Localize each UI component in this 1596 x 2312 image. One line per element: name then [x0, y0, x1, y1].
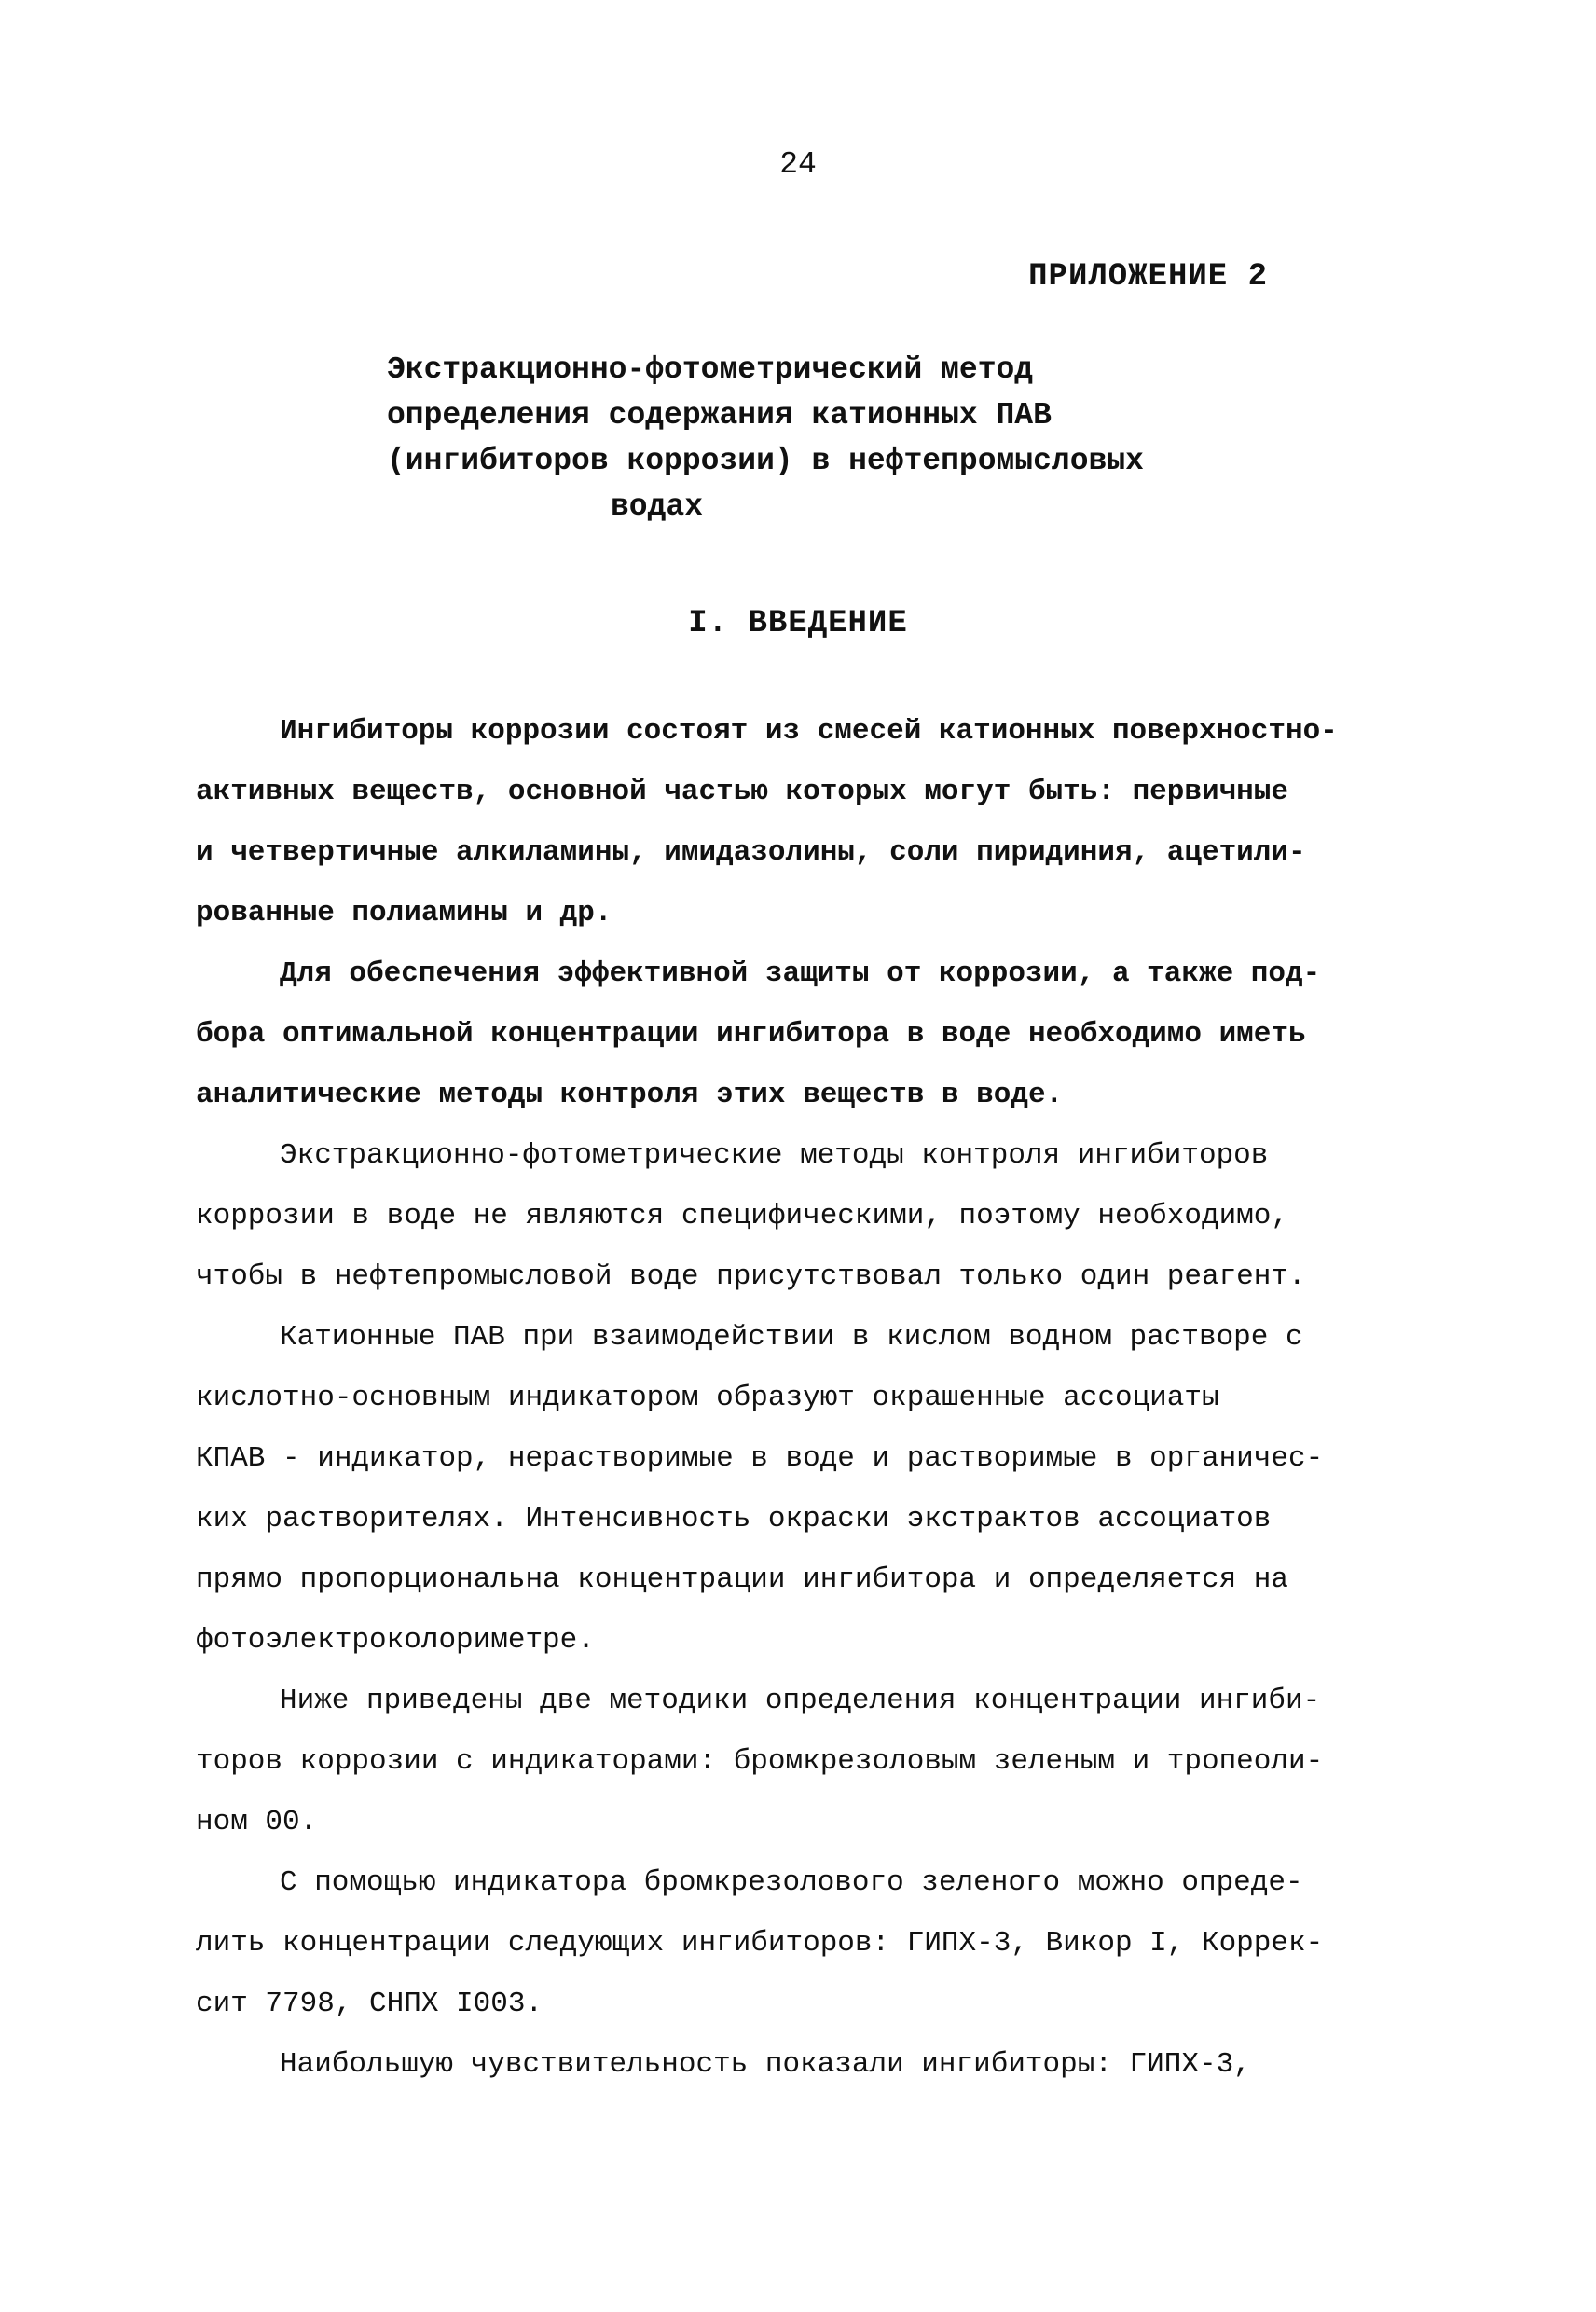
- paragraph: С помощью индикатора бромкрезолового зеленого можно опреде- лить концентрации следующих ингибиторов: ГИПХ-3, Викор I, Коррек- сит 7798, СНПХ I003.: [196, 1866, 1324, 2020]
- title-line: Экстракционно-фотометрический метод: [387, 352, 1034, 387]
- body-text: [196, 701, 1426, 2095]
- paragraph: Для обеспечения эффективной защиты от коррозии, а также под- бора оптимальной концентрации ингибитора в воде необходимо иметь аналитические методы контроля этих веществ в воде.: [196, 957, 1321, 1111]
- paragraph: Наибольшую чувствительность показали ингибиторы: ГИПХ-3,: [280, 2048, 1251, 2081]
- paragraph: Экстракционно-фотометрические методы контроля ингибиторов коррозии в воде не являются специфическими, поэтому необходимо, чтобы в нефтепромысловой воде присутствовал только один реагент.: [196, 1139, 1306, 1293]
- title-line: водах: [611, 489, 704, 524]
- page-number: 24: [779, 147, 817, 182]
- paragraph: Ингибиторы коррозии состоят из смесей катионных поверхностно- активных веществ, основной частью которых могут быть: первичные и четвертичные алкиламины, имидазолины, соли пиридиния, ацетили- рованные полиамины и др.: [196, 715, 1338, 929]
- title-line: определения содержания катионных ПАВ: [387, 398, 1052, 433]
- section-heading: I. ВВЕДЕНИЕ: [688, 606, 908, 641]
- appendix-label: ПРИЛОЖЕНИЕ 2: [1028, 259, 1268, 295]
- paragraph: Ниже приведены две методики определения концентрации ингиби- торов коррозии с индикаторами: бромкрезоловым зеленым и тропеоли- ном 00.: [196, 1685, 1324, 1838]
- paragraph: Катионные ПАВ при взаимодействии в кислом водном растворе с кислотно-основным индикатором образуют окрашенные ассоциаты КПАВ - индикатор, нерастворимые в воде и растворимые в органичес- ких растворителях. Интенсивность окраски экстрактов ассоциатов прямо пропорциональна концентрации ингибитора и определяется на фотоэлектроколориметре.: [196, 1321, 1324, 1657]
- document-title: [387, 347, 1226, 530]
- title-line: (ингибиторов коррозии) в нефтепромысловых: [387, 444, 1144, 478]
